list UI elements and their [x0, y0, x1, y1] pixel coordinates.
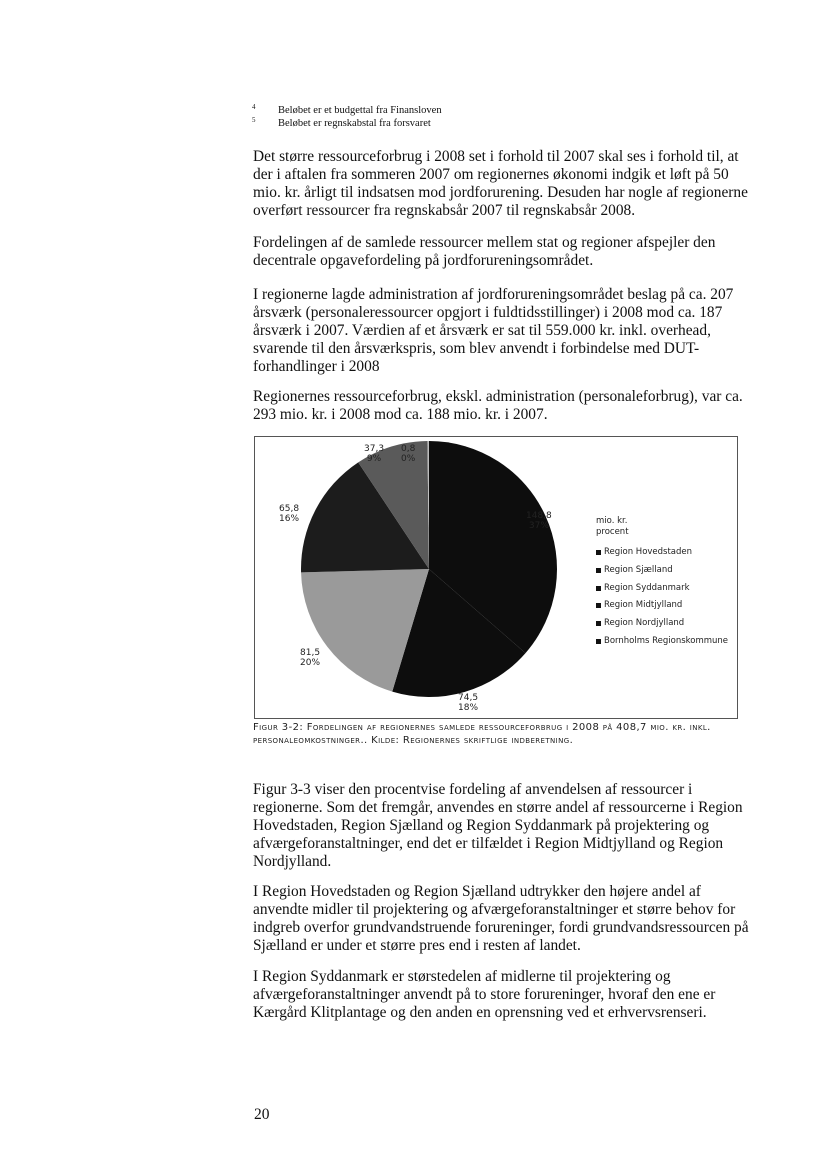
- footnote: [252, 117, 552, 130]
- pie-value-label: 37,3: [364, 444, 385, 454]
- legend-swatch: [596, 586, 601, 591]
- pie-percent-label: 20%: [300, 658, 321, 668]
- paragraph: Figur 3-3 viser den procentvise fordeling af anvendelsen af ressourcer i regionerne. Som det fremgår, anvendes en større andel af ressourcerne i Region Hovedstaden, Region Sjælland og Region Syddanmark på projektering og afværgeforanstaltninger, end det er tilfældet i Region Midtjylland og Region Nordjylland.: [253, 781, 743, 870]
- legend-swatch: [596, 603, 601, 608]
- pie-data-label: [364, 444, 384, 464]
- pie-value-label: 81,5: [300, 648, 321, 658]
- legend-swatch: [596, 568, 601, 573]
- legend-unit: mio. kr.: [596, 516, 628, 526]
- chart-legend: [596, 516, 728, 654]
- legend-item: [596, 565, 728, 583]
- pie-percent-label: 16%: [279, 514, 300, 524]
- legend-label: Region Syddanmark: [604, 582, 690, 593]
- pie-data-label: [401, 444, 415, 464]
- pie-data-label: [526, 511, 552, 531]
- footnote: [252, 104, 552, 117]
- pie-percent-label: 0%: [401, 454, 416, 464]
- pie-chart-figure: [254, 436, 738, 719]
- pie-data-label: [458, 693, 478, 713]
- pie-value-label: 65,8: [279, 504, 300, 514]
- page-number: 20: [254, 1106, 270, 1123]
- paragraph: I regionerne lagde administration af jordforureningsområdet beslag på ca. 207 årsværk (personaleressourcer opgjort i fuldtidsstillinger) i 2008 mod ca. 187 årsværk i 2007. Værdien af et årsværk er sat til 559.000 kr. inkl. overhead, svarende til den årsværkspris, som blev anvendt i forbindelse med DUT-forhandlinger i 2008: [253, 286, 734, 375]
- legend-item: [596, 583, 728, 601]
- pie-data-label: [300, 648, 320, 668]
- paragraph: Regionernes ressourceforbrug, ekskl. administration (personaleforbrug), var ca. 293 mio. kr. i 2008 mod ca. 188 mio. kr. i 2007.: [253, 388, 743, 423]
- footnote-text: Beløbet er regnskabstal fra forsvaret: [278, 118, 431, 129]
- footnote-marker: 4: [252, 103, 256, 111]
- paragraph: I Region Hovedstaden og Region Sjælland udtrykker den højere andel af anvendte midler til projektering og afværgeforanstaltninger et større behov for indgreb overfor grundvandstruende forureninger, fordi grundvandsressourcen på Sjælland er under et større pres end i resten af landet.: [253, 883, 749, 954]
- pie-value-label: 74,5: [458, 693, 479, 703]
- legend-item: [596, 618, 728, 636]
- legend-unit: procent: [596, 527, 629, 537]
- legend-label: Region Hovedstaden: [604, 547, 693, 557]
- legend-label: Bornholms Regionskommune: [604, 635, 729, 646]
- paragraph: I Region Syddanmark er størstedelen af midlerne til projektering og afværgeforanstaltninger anvendt på to store forureninger, hvoraf den ene er Kærgård Klitplantage og den anden en oprensning ved et erhvervsrenseri.: [253, 968, 716, 1021]
- pie-percent-label: 18%: [458, 703, 479, 713]
- pie-data-label: [279, 504, 299, 524]
- legend-label: Region Sjælland: [604, 564, 673, 575]
- legend-item: [596, 600, 728, 618]
- legend-label: Region Midtjylland: [604, 600, 683, 611]
- pie-percent-label: 9%: [366, 454, 382, 464]
- footnote-text: Beløbet er et budgettal fra Finansloven: [278, 105, 442, 116]
- paragraph: Det større ressourceforbrug i 2008 set i forhold til 2007 skal ses i forhold til, at der i aftalen fra sommeren 2007 om regionernes økonomi indgik et løft på 50 mio. kr. årligt til indsatsen mod jordforurening. Desuden har nogle af regionerne overført ressourcer fra regnskabsår 2007 til regnskabsår 2008.: [253, 148, 748, 219]
- legend-item: [596, 547, 728, 565]
- pie-value-label: 0,8: [401, 444, 416, 454]
- legend-swatch: [596, 621, 601, 626]
- pie-value-label: 148,8: [526, 511, 552, 521]
- legend-swatch: [596, 639, 601, 644]
- footnote-marker: 5: [252, 116, 256, 124]
- figure-caption: Figur 3-2: Fordelingen af regionernes samlede ressourceforbrug i 2008 på 408,7 mio. kr. inkl. personaleomkostninger.. Kilde: Regionernes skriftlige indberetning.: [253, 722, 711, 746]
- pie-percent-label: 37%: [528, 521, 549, 531]
- legend-swatch: [596, 550, 601, 555]
- legend-label: Region Nordjylland: [604, 618, 685, 629]
- footnotes: [252, 104, 552, 130]
- paragraph: Fordelingen af de samlede ressourcer mellem stat og regioner afspejler den decentrale opgavefordeling på jordforureningsområdet.: [253, 234, 716, 269]
- legend-item: [596, 636, 728, 654]
